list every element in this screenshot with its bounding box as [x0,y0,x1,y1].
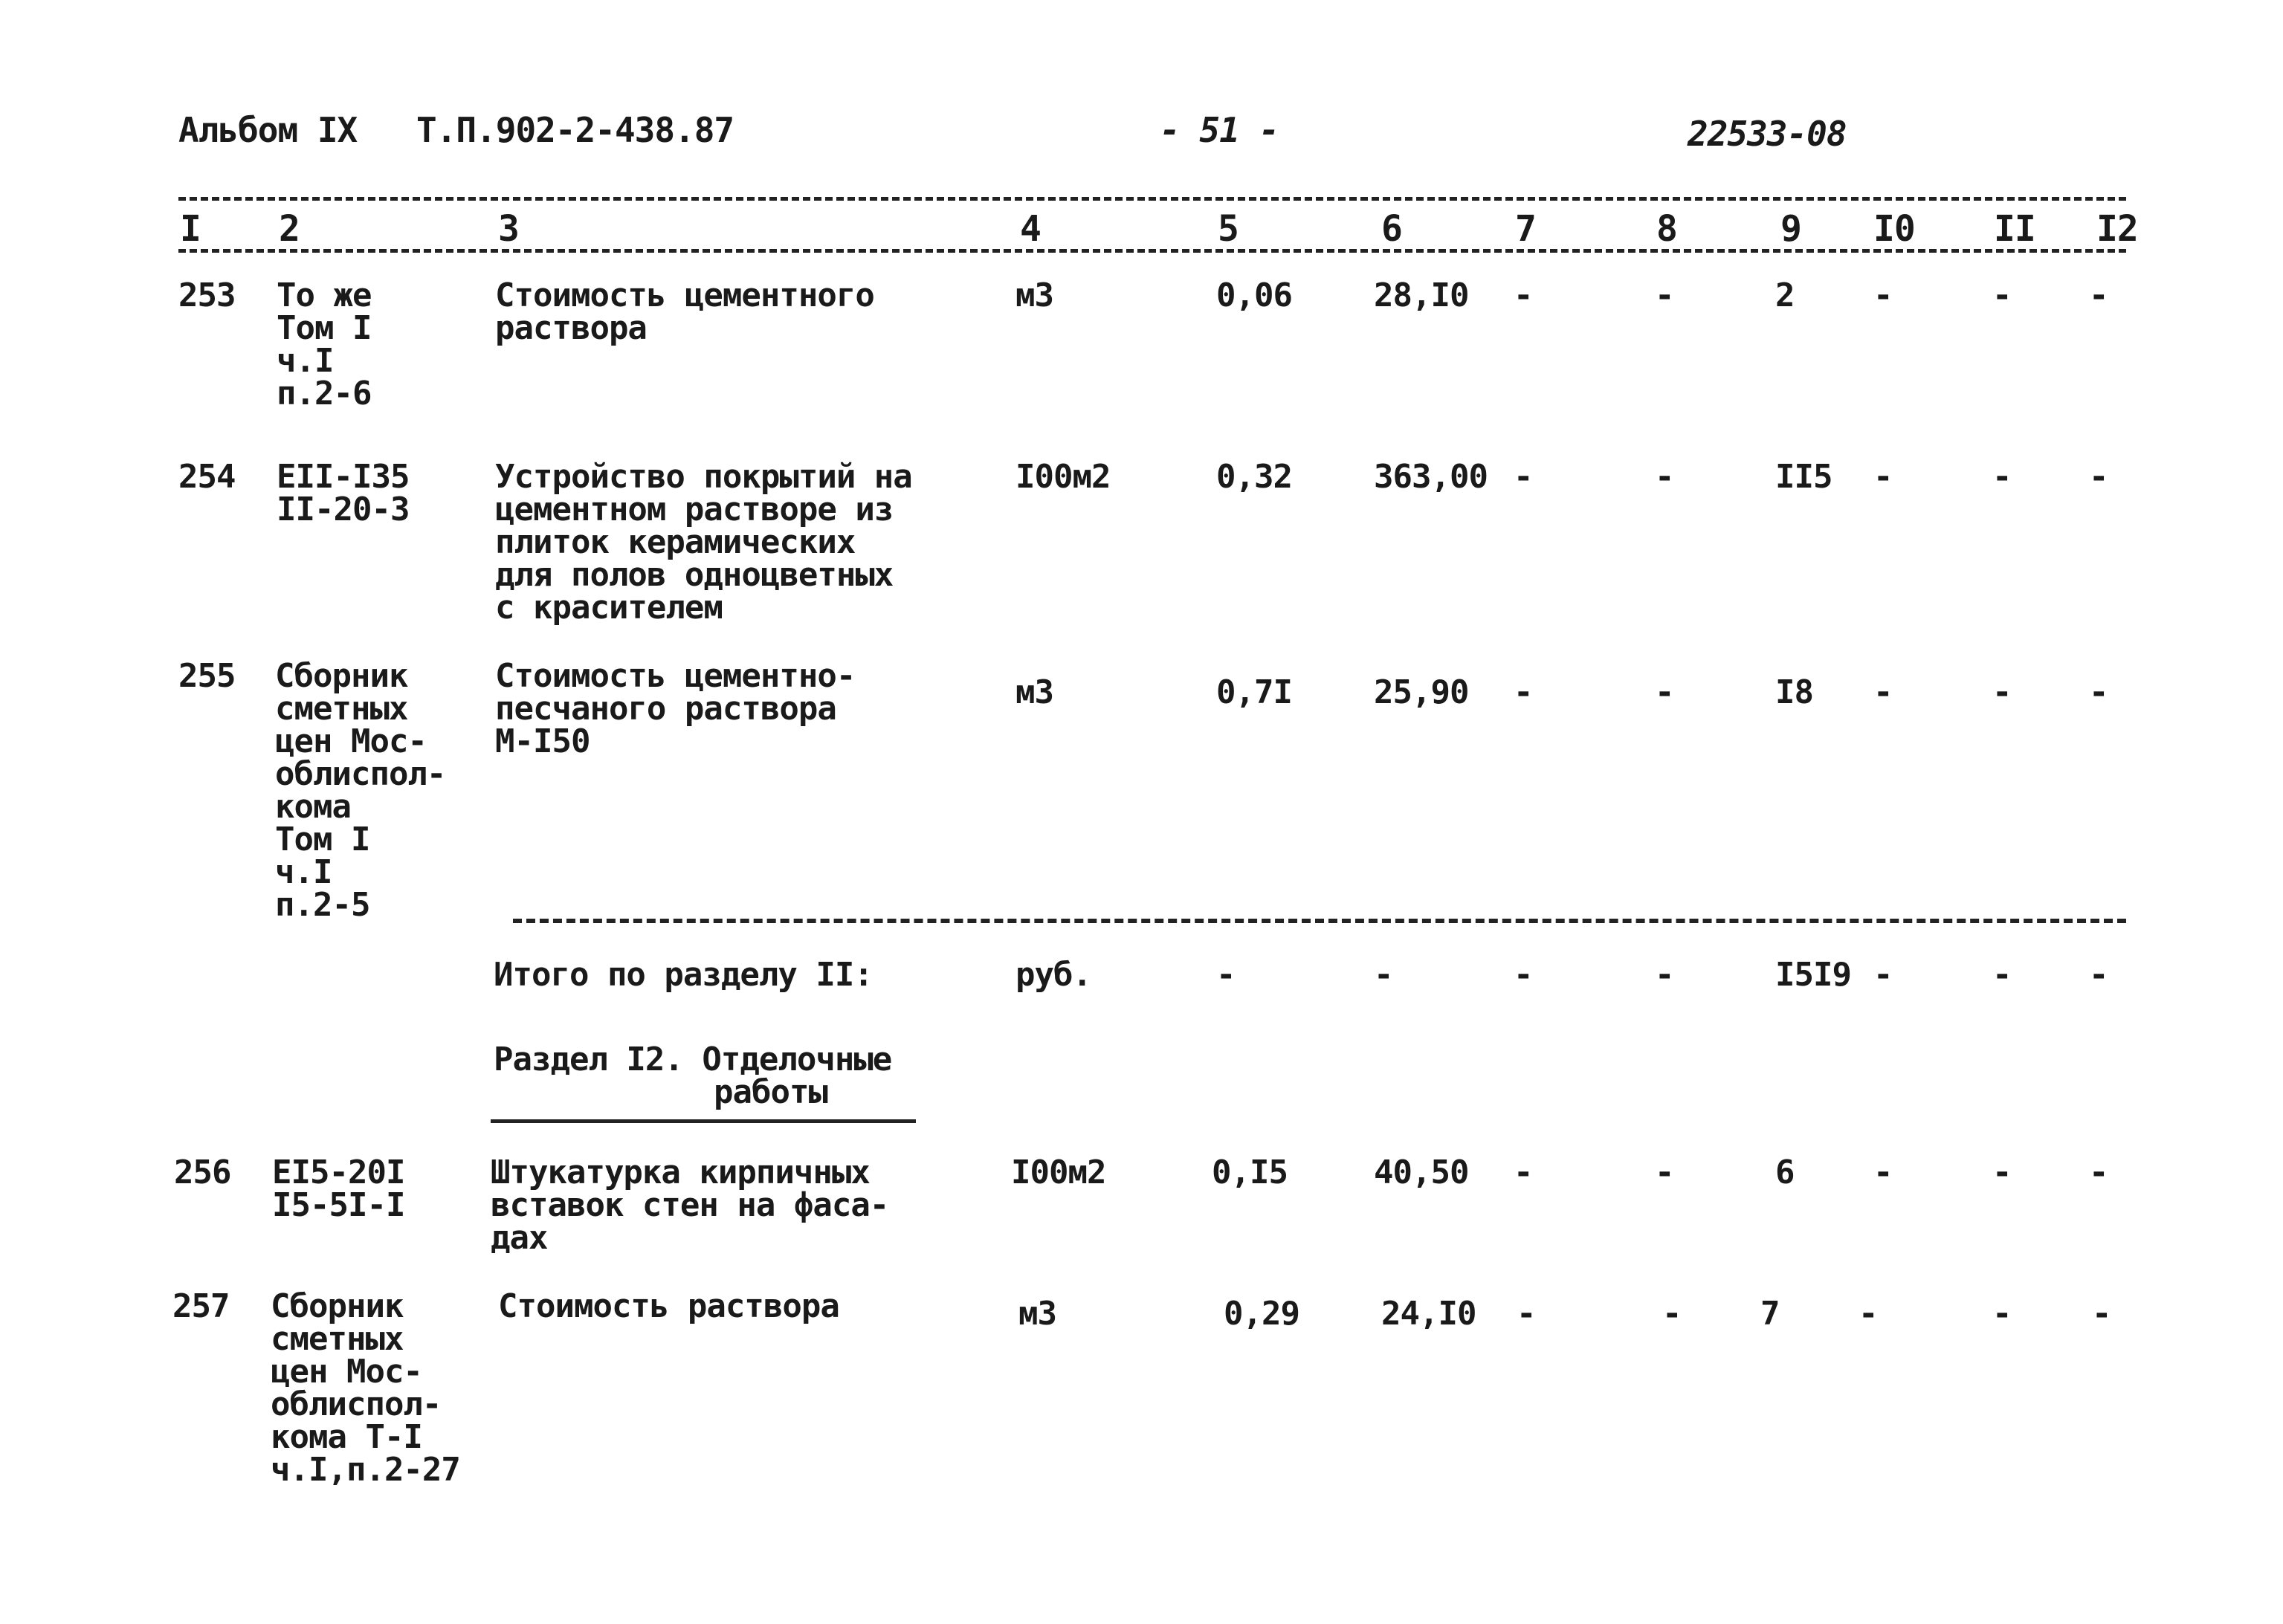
row-price: 28,I0 [1374,276,1469,314]
row-desc-line: Устройство покрытий на [495,458,912,496]
row-ref-line: кома Т-I [271,1418,422,1456]
row-col12: - [2089,458,2108,496]
row-col10: - [1873,276,1893,314]
row-number: 257 [172,1287,230,1325]
row-desc-line: цементном растворе из [495,491,894,528]
row-ref-line: Том I [275,821,370,858]
total-col6: - [1374,956,1393,994]
row-desc-line: песчаного раствора [495,690,836,728]
row-desc-line: Стоимость раствора [498,1287,839,1325]
table-top-rule [178,197,2126,201]
row-col11: - [1992,673,2012,711]
row-col10: - [1873,458,1893,496]
row-ref-line: облиспол- [275,755,446,793]
row-ref-line: ч.I [277,342,334,380]
column-header: 8 [1656,208,1677,250]
row-col12: - [2089,276,2108,314]
column-header: II [1994,208,2035,250]
row-quantity: 0,I5 [1212,1154,1288,1191]
row-number: 256 [174,1154,231,1191]
column-header: 3 [498,208,519,250]
row-ref-line: цен Мос- [275,722,427,760]
page-number: - 51 - [1160,110,1279,150]
total-label: Итого по разделу II: [494,956,873,994]
row-desc-line: раствора [495,309,647,347]
row-col11: - [1992,276,2012,314]
row-desc-line: с красителем [495,589,723,627]
row-quantity: 0,32 [1216,458,1292,496]
row-desc-line: плиток керамических [495,523,856,561]
row-price: 363,00 [1374,458,1488,496]
row-quantity: 0,06 [1216,276,1292,314]
row-col9: II5 [1775,458,1832,496]
row-col12: - [2092,1295,2111,1333]
project-code: Т.П.902-2-438.87 [416,110,734,150]
row-ref-line: цен Мос- [271,1353,422,1391]
total-col10: - [1873,956,1893,994]
section-heading: Раздел I2. Отделочные [494,1041,892,1078]
section-heading-continued: работы [714,1073,827,1111]
row-col10: - [1873,1154,1893,1191]
row-col10: - [1873,673,1893,711]
row-ref-line: кома [275,788,351,826]
row-ref-line: Том I [277,309,372,347]
row-ref-line: ч.I,п.2-27 [271,1451,460,1489]
row-col7: - [1514,1154,1533,1191]
column-header: 6 [1381,208,1402,250]
total-col8: - [1655,956,1674,994]
column-header: 7 [1515,208,1536,250]
row-unit: м3 [1015,276,1053,314]
row-ref-line: облиспол- [271,1385,442,1423]
row-number: 254 [178,458,236,496]
row-unit: I00м2 [1015,458,1111,496]
column-header: 2 [279,208,300,250]
row-ref-line: II-20-3 [277,491,410,528]
table-header-rule [178,249,2126,253]
row-desc-line: Штукатурка кирпичных [491,1154,870,1191]
row-col7: - [1514,673,1533,711]
row-unit: I00м2 [1011,1154,1106,1191]
column-header: 4 [1020,208,1041,250]
row-desc-line: Стоимость цементного [495,276,874,314]
column-header: 9 [1780,208,1801,250]
row-ref-line: п.2-5 [275,886,370,924]
row-ref-line: EII-I35 [277,458,410,496]
row-ref-line: сметных [275,690,408,728]
row-col11: - [1992,458,2012,496]
section-heading-underline [491,1119,916,1123]
row-ref-line: EI5-20I [272,1154,405,1191]
row-unit: м3 [1015,673,1053,711]
row-col8: - [1662,1295,1682,1333]
row-col9: I8 [1775,673,1813,711]
column-header: I2 [2096,208,2138,250]
total-col7: - [1514,956,1533,994]
row-col8: - [1655,1154,1674,1191]
row-price: 40,50 [1374,1154,1469,1191]
total-unit: руб. [1015,956,1091,994]
section-separator [513,919,2126,923]
row-ref-line: Сборник [271,1287,404,1325]
document-code: 22533-08 [1688,114,1847,154]
column-header: 5 [1218,208,1239,250]
column-header: I0 [1873,208,1915,250]
row-col12: - [2089,673,2108,711]
row-ref-line: Сборник [275,657,408,695]
row-price: 24,I0 [1381,1295,1476,1333]
row-col9: 7 [1760,1295,1780,1333]
row-quantity: 0,7I [1216,673,1292,711]
row-col9: 2 [1775,276,1795,314]
row-desc-line: вставок стен на фаса- [491,1186,889,1224]
row-ref-line: ч.I [275,853,332,891]
row-col11: - [1992,1295,2012,1333]
row-quantity: 0,29 [1224,1295,1299,1333]
row-col7: - [1514,458,1533,496]
album-label: Альбом IX [178,110,358,150]
total-col5: - [1216,956,1236,994]
total-col9: I5I9 [1775,956,1851,994]
row-price: 25,90 [1374,673,1469,711]
row-ref-line: п.2-6 [277,375,372,413]
row-col8: - [1655,276,1674,314]
row-col7: - [1514,276,1533,314]
row-col11: - [1992,1154,2012,1191]
total-col11: - [1992,956,2012,994]
row-col8: - [1655,458,1674,496]
row-unit: м3 [1018,1295,1056,1333]
row-desc-line: М-I50 [495,722,590,760]
row-desc-line: Стоимость цементно- [495,657,856,695]
row-col8: - [1655,673,1674,711]
row-col7: - [1517,1295,1536,1333]
row-col9: 6 [1775,1154,1795,1191]
row-ref-line: То же [277,276,372,314]
row-desc-line: дах [491,1219,548,1257]
row-desc-line: для полов одноцветных [495,556,894,594]
column-header: I [180,208,201,250]
row-ref-line: I5-5I-I [272,1186,405,1224]
row-number: 253 [178,276,236,314]
total-col12: - [2089,956,2108,994]
row-col12: - [2089,1154,2108,1191]
row-number: 255 [178,657,236,695]
row-ref-line: сметных [271,1320,404,1358]
row-col10: - [1859,1295,1878,1333]
